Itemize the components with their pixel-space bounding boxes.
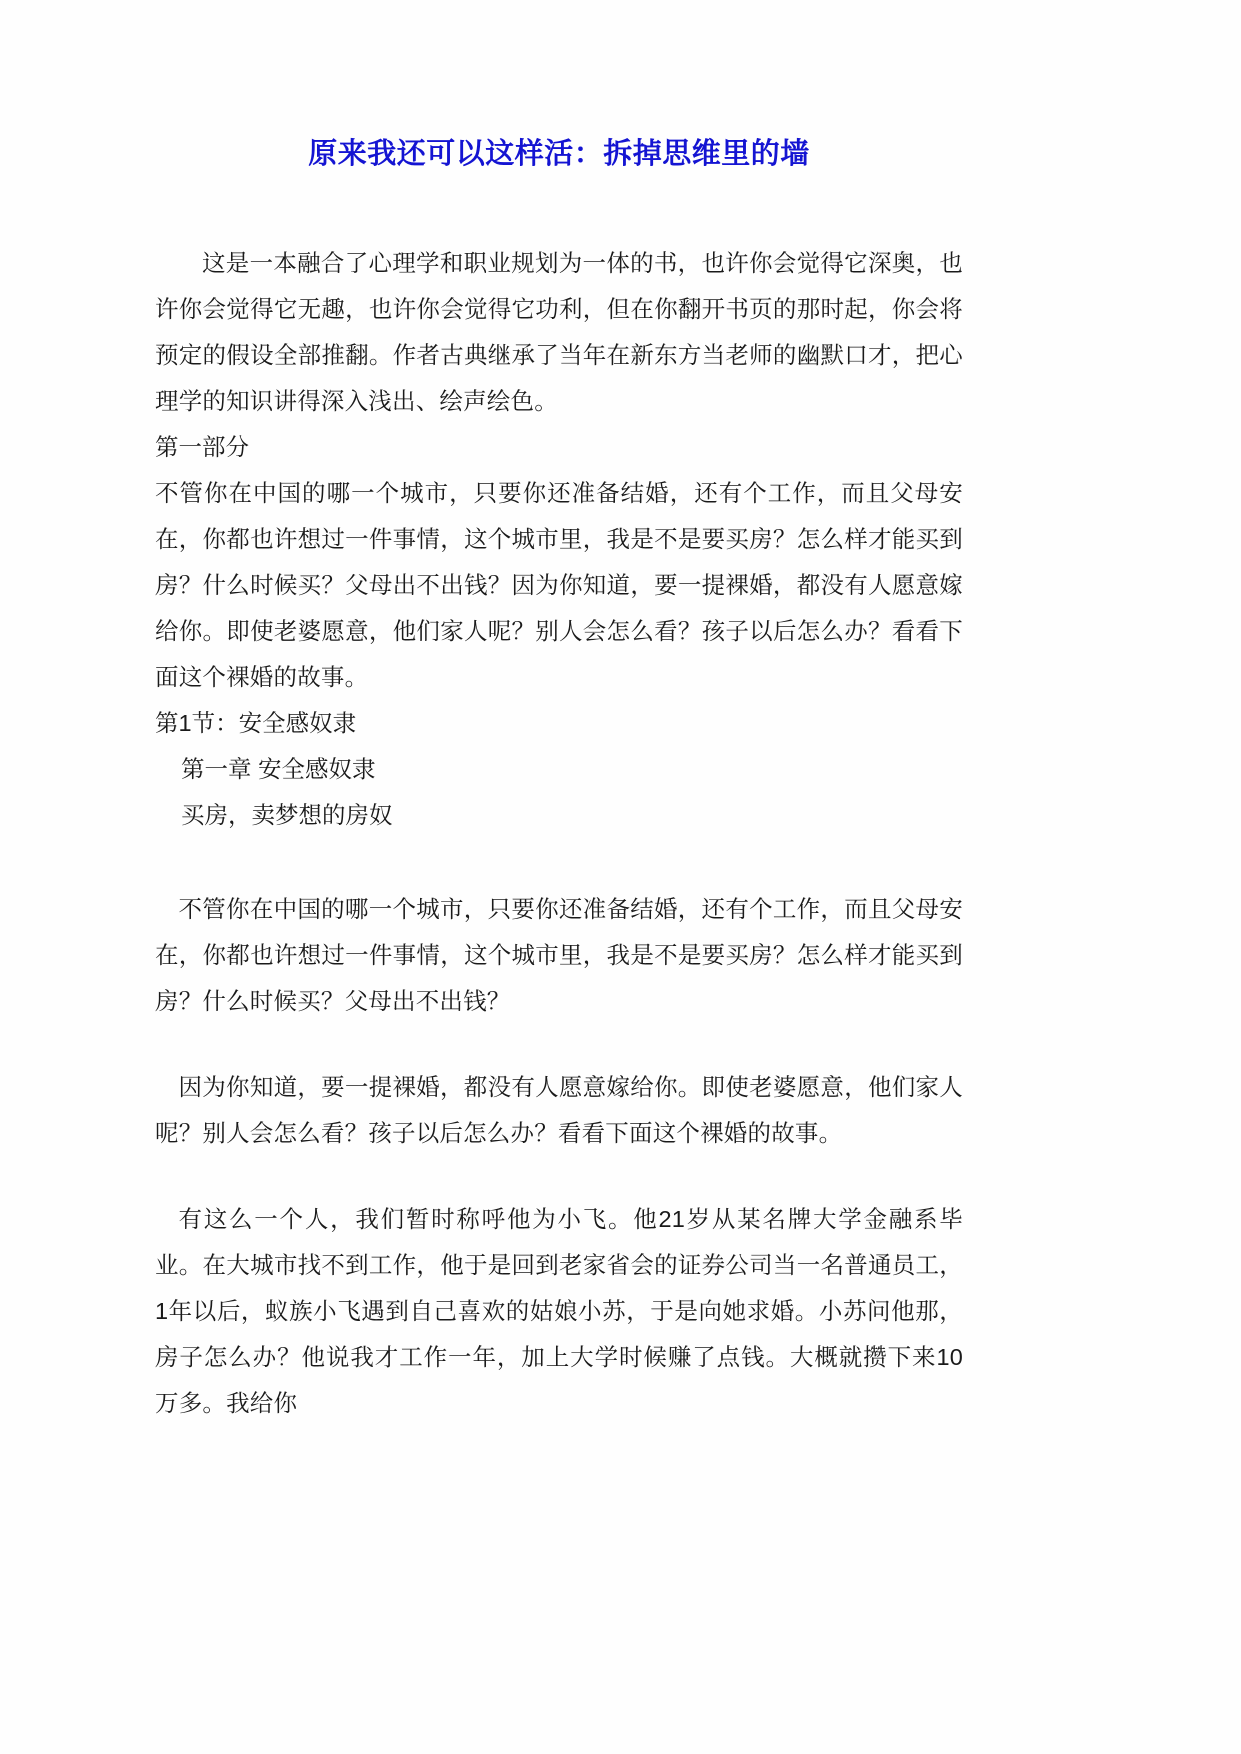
chapter-heading: 第一章 安全感奴隶 xyxy=(181,755,376,782)
body-paragraph-3: 有这么一个人，我们暂时称呼他为小飞。他21岁从某名牌大学金融系毕业。在大城市找不到工作，他于是回到老家省会的证券公司当一名普通员工，1年以后，蚁族小飞遇到自己喜欢的姑娘小苏，于是向她求婚。小苏问他那，房子怎么办？他说我才工作一年，加上大学时候赚了点钱。大概就攒下来10万多。我给你 xyxy=(155,1205,963,1416)
intro-paragraph: 这是一本融合了心理学和职业规划为一体的书，也许你会觉得它深奥，也许你会觉得它无趣，也许你会觉得它功利，但在你翻开书页的那时起，你会将预定的假设全部推翻。作者古典继承了当年在新东方当老师的幽默口才，把心理学的知识讲得深入浅出、绘声绘色。 xyxy=(155,249,963,414)
chapter-subheading: 买房，卖梦想的房奴 xyxy=(181,801,393,828)
part-paragraph: 不管你在中国的哪一个城市，只要你还准备结婚，还有个工作，而且父母安在，你都也许想过一件事情，这个城市里，我是不是要买房？怎么样才能买到房？什么时候买？父母出不出钱？因为你知道，要一提裸婚，都没有人愿意嫁给你。即使老婆愿意，他们家人呢？别人会怎么看？孩子以后怎么办？看看下面这个裸婚的故事。 xyxy=(155,479,963,690)
part-heading: 第一部分 xyxy=(155,433,249,460)
body-paragraph-2: 因为你知道，要一提裸婚，都没有人愿意嫁给你。即使老婆愿意，他们家人呢？别人会怎么看？孩子以后怎么办？看看下面这个裸婚的故事。 xyxy=(155,1073,963,1146)
body-paragraph-1: 不管你在中国的哪一个城市，只要你还准备结婚，还有个工作，而且父母安在，你都也许想过一件事情，这个城市里，我是不是要买房？怎么样才能买到房？什么时候买？父母出不出钱？ xyxy=(155,895,963,1014)
page-title: 原来我还可以这样活：拆掉思维里的墙 xyxy=(308,138,810,170)
document-content xyxy=(155,0,963,1426)
section-heading: 第1节：安全感奴隶 xyxy=(155,709,357,736)
